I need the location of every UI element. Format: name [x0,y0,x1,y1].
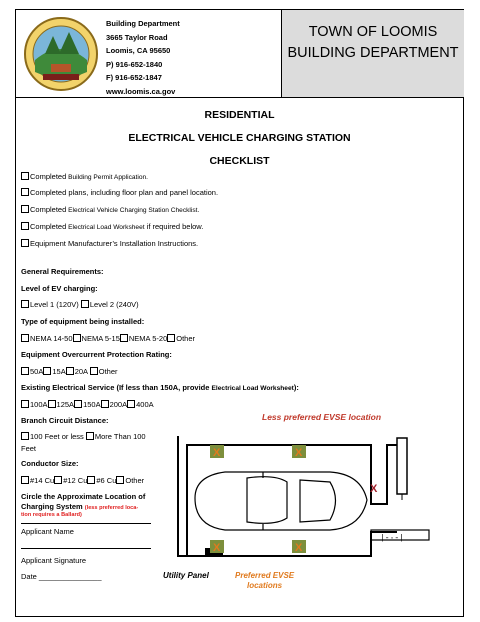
address-line: Building Department [106,19,180,28]
checkbox[interactable] [21,172,29,180]
checkbox[interactable] [21,239,29,247]
conductor-size-label: Conductor Size: [21,459,79,468]
branch-circuit-options: 100 Feet or less More Than 100 [21,432,146,441]
checkbox[interactable] [21,188,29,196]
ballard-note: tion requires a Ballard) [21,512,82,518]
address-block [106,17,180,98]
equipment-type-options: NEMA 14-50 NEMA 5-15 NEMA 5-20 Other [21,334,195,343]
general-requirements-heading: General Requirements: [21,267,104,276]
circle-location-label: Circle the Approximate Location of [21,492,146,501]
overcurrent-label: Equipment Overcurrent Protection Rating: [21,350,172,359]
checklist-item: Completed Electrical Vehicle Charging Station Checklist. [21,205,199,214]
marker-x: X [295,542,303,554]
branch-circuit-feet: Feet [21,444,37,453]
checkbox-other[interactable] [90,367,98,375]
checkbox-50a[interactable] [21,367,29,375]
marker-x: X [213,447,221,459]
checklist-item: Completed Electrical Load Worksheet if required below. [21,222,203,231]
checklist-item: Completed Building Permit Application. [21,172,148,181]
circle-location-label-2: Charging System (less preferred loca- [21,502,139,511]
checkbox-level-2[interactable] [81,300,89,308]
preferred-evse-label-2: locations [247,581,283,590]
checkbox-14-cu[interactable] [21,476,29,484]
checkbox-nema-5-15[interactable] [73,334,81,342]
website-link[interactable]: www.loomis.ca.gov [106,86,176,96]
service-options: 100A 125A 150A 200A 400A [21,400,154,409]
overcurrent-options: 50A 15A 20A Other [21,367,118,376]
marker-x: X [295,447,303,459]
checkbox-12-cu[interactable] [54,476,62,484]
phone-line: P) 916-652-1840 [106,59,163,69]
title-ev-charging: ELECTRICAL VEHICLE CHARGING STATION [128,132,351,144]
side-door [397,438,407,494]
department-title: BUILDING DEPARTMENT [287,45,459,61]
checkbox-100a[interactable] [21,400,29,408]
equipment-type-label: Type of equipment being installed: [21,317,145,326]
checkbox[interactable] [21,205,29,213]
svg-text:|-·-|: |-·-| [380,534,405,543]
checkbox-15a[interactable] [43,367,51,375]
checkbox-150a[interactable] [74,400,82,408]
checkbox-100ft-or-less[interactable] [21,432,29,440]
town-title-box [281,10,464,97]
date-field[interactable]: Date _______________ [21,572,102,581]
checkbox-level-1[interactable] [21,300,29,308]
checkbox-other[interactable] [167,334,175,342]
checkbox-nema-14-50[interactable] [21,334,29,342]
conductor-size-options: #14 Cu #12 Cu #6 Cu Other [21,476,144,485]
checkbox-nema-5-20[interactable] [120,334,128,342]
checkbox-6-cu[interactable] [87,476,95,484]
checkbox-200a[interactable] [101,400,109,408]
branch-circuit-label: Branch Circuit Distance: [21,416,109,425]
less-preferred-marker: X [370,483,378,495]
checkbox[interactable] [21,222,29,230]
applicant-signature-label: Applicant Signature [21,556,87,565]
address-line: Loomis, CA 95650 [106,46,171,55]
garage-location-diagram [155,408,445,608]
title-residential: RESIDENTIAL [204,109,275,121]
address-line: 3665 Taylor Road [106,32,168,42]
town-seal-logo [23,14,99,94]
town-title: TOWN OF LOOMIS [308,24,438,40]
service-label: Existing Electrical Service (If less than 150A, provide Electrical Load Worksheet): [21,383,299,392]
checkbox-125a[interactable] [48,400,56,408]
title-checklist: CHECKLIST [209,155,270,167]
applicant-name-line[interactable] [21,523,151,524]
ev-level-label: Level of EV charging: [21,284,98,293]
checkbox-400a[interactable] [127,400,135,408]
car-icon [195,472,367,530]
utility-panel-label: Utility Panel [163,571,209,580]
preferred-evse-label: Preferred EVSE [235,571,295,580]
applicant-signature-line[interactable] [21,548,151,549]
marker-x: X [213,542,221,554]
checkbox-other[interactable] [116,476,124,484]
checklist-item: Completed plans, including floor plan and panel location. [21,188,218,197]
ev-level-options: Level 1 (120V) Level 2 (240V) [21,300,139,309]
fax-line: F) 916-652-1847 [106,73,162,82]
document-title [16,104,463,173]
page-header [16,10,463,98]
checkbox-20a[interactable] [66,367,74,375]
less-preferred-label: Less preferred EVSE location [262,412,382,422]
applicant-name-label: Applicant Name [21,527,74,536]
checkbox-more-than-100[interactable] [86,432,94,440]
checklist-item: Equipment Manufacturer’s Installation Instructions. [21,239,198,248]
